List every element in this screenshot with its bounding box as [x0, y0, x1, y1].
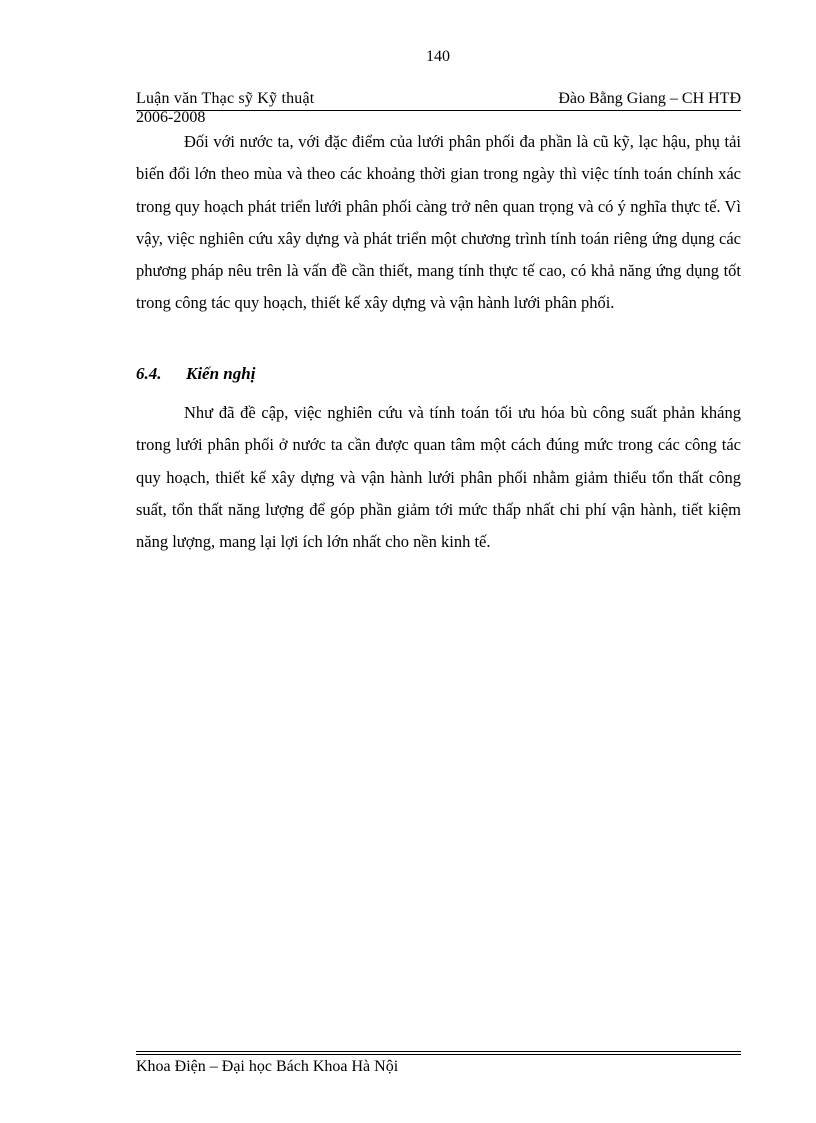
header-years: 2006-2008: [136, 109, 206, 126]
header-author: Đào Bằng Giang – CH HTĐ: [558, 90, 741, 107]
page-footer: [136, 1051, 741, 1076]
body-paragraph-2: Như đã đề cập, việc nghiên cứu và tính toán tối ưu hóa bù công suất phản kháng trong lưới phân phối ở nước ta cần được quan tâm một cách đúng mức trong các công tác quy hoạch, thiết kế xây dựng và vận hành lưới phân phối nhằm giảm thiểu tổn thất công suất, tổn thất năng lượng để góp phần giảm tới mức thấp nhất chi phí vận hành, tiết kiệm năng lượng, mang lại lợi ích lớn nhất cho nền kinh tế.: [136, 403, 741, 552]
page-number: 140: [426, 48, 450, 65]
section-number: 6.4.: [136, 364, 162, 383]
footer-rule: [136, 1051, 741, 1055]
section-heading: [136, 364, 255, 384]
page-header: [136, 88, 741, 130]
header-thesis-title: Luận văn Thạc sỹ Kỹ thuật: [136, 90, 315, 107]
header-rule: [136, 110, 741, 111]
section-title: Kiến nghị: [186, 364, 256, 383]
body-paragraph-1: Đối với nước ta, với đặc điểm của lưới phân phối đa phần là cũ kỹ, lạc hậu, phụ tải biến đổi lớn theo mùa và theo các khoảng thời gian trong ngày thì việc tính toán chính xác trong quy hoạch phát triển lưới phân phối càng trở nên quan trọng và có ý nghĩa thực tế. Vì vậy, việc nghiên cứu xây dựng và phát triển một chương trình tính toán riêng ứng dụng các phương pháp nêu trên là vấn đề cần thiết, mang tính thực tế cao, có khả năng ứng dụng tốt trong công tác quy hoạch, thiết kế xây dựng và vận hành lưới phân phối.: [136, 132, 741, 313]
footer-text: Khoa Điện – Đại học Bách Khoa Hà Nội: [136, 1058, 399, 1075]
